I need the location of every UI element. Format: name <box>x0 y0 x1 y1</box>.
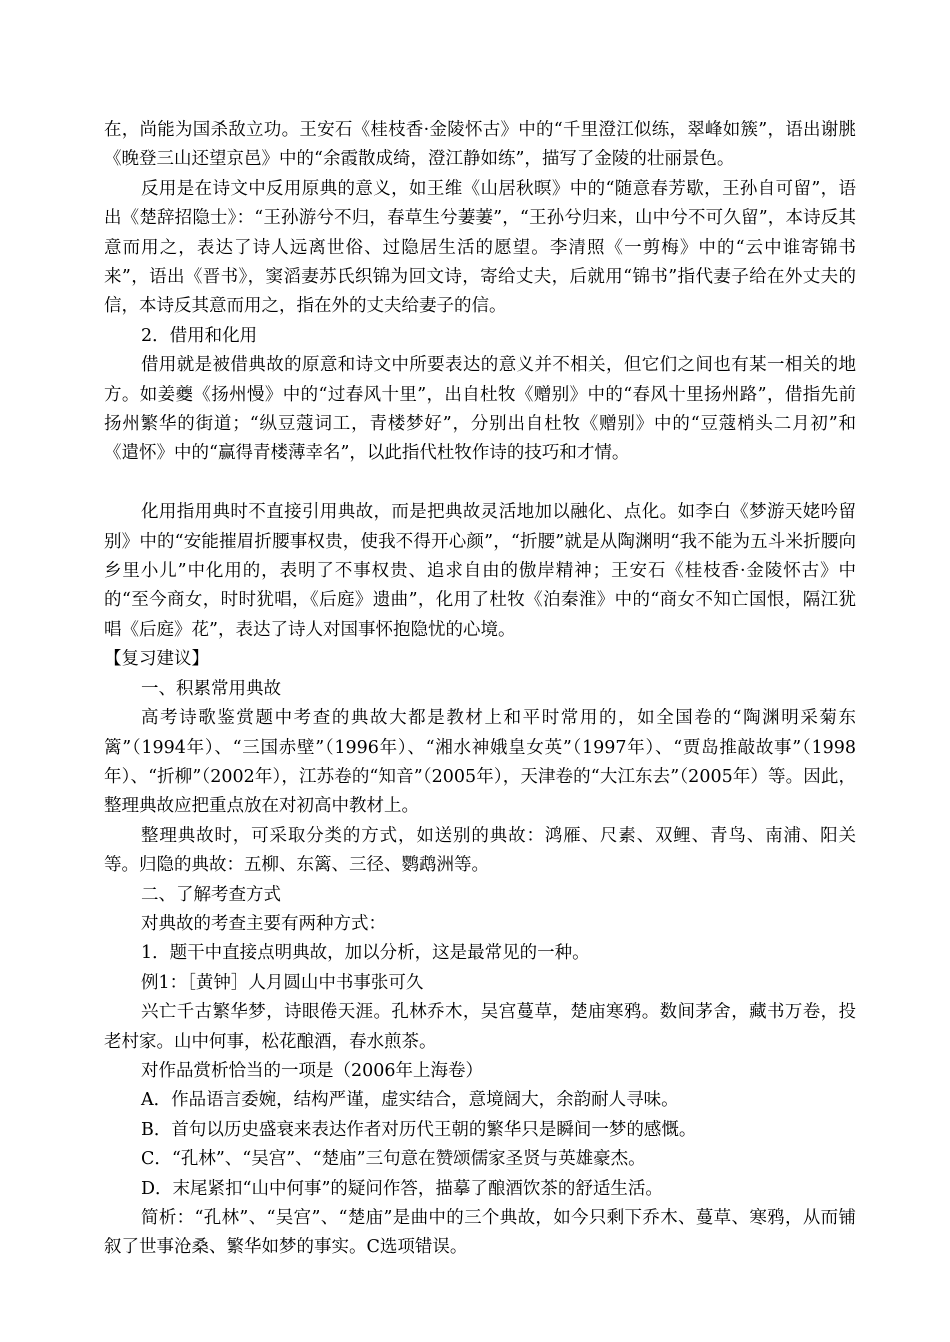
option-d: D．末尾紧扣“山中何事”的疑问作答，描摹了酿酒饮茶的舒适生活。 <box>141 1178 663 1199</box>
blank-line <box>104 469 856 498</box>
option-b: B．首句以历史盛衰来表达作者对历代王朝的繁华只是瞬间一梦的感慨。 <box>141 1119 697 1140</box>
example-title: 例1：［黄钟］人月圆山中书事张可久 <box>141 972 424 993</box>
option-c: C．“孔林”、“吴宫”、“楚庙”三句意在赞颂儒家圣贤与英雄豪杰。 <box>141 1149 646 1170</box>
paragraph-adaptation: 化用指用典时不直接引用典故，而是把典故灵活地加以融化、点化。如李白《梦游天姥吟留别》中的“安能摧眉折腰事权贵，使我不得开心颜”，“折腰”就是从陶渊明“我不能为五斗米折腰向乡里小儿”中化用的，表明了不事权贵、追求自由的傲岸精神；王安石《桂枝香·金陵怀古》中的“至今商女，时时犹唱，《后庭》遗曲”，化用了杜牧《泊秦淮》中的“商女不知亡国恨，隔江犹唱《后庭》花”，表达了诗人对国事怀抱隐忧的心境。 <box>104 502 856 640</box>
section-title-review-advice: 【复习建议】 <box>104 649 209 670</box>
paragraph-allusion-direct-continued: 在，尚能为国杀敌立功。王安石《桂枝香·金陵怀古》中的“千里澄江似练，翠峰如簇”，语出谢朓《晚登三山还望京邑》中的“余霞散成绮，澄江静如练”，描写了金陵的壮丽景色。 <box>104 120 856 170</box>
heading-borrow-and-adapt: 2．借用和化用 <box>141 325 258 346</box>
paragraph-analysis: 简析：“孔林”、“吴宫”、“楚庙”是曲中的三个典故，如今只剩下乔木、蔓草、寒鸦，从而铺叙了世事沧桑、繁华如梦的事实。C选项错误。 <box>104 1208 856 1258</box>
paragraph-two-methods: 对典故的考查主要有两种方式： <box>141 913 386 934</box>
paragraph-classify-allusions: 整理典故时，可采取分类的方式，如送别的典故：鸿雁、尺素、双鲤、青鸟、南浦、阳关等。归隐的典故：五柳、东篱、三径、鹦鹉洲等。 <box>104 825 856 876</box>
question-stem: 对作品赏析恰当的一项是（2006年上海卷） <box>141 1060 484 1081</box>
option-a: A．作品语言委婉，结构严谨，虚实结合，意境阔大，余韵耐人寻味。 <box>141 1090 679 1111</box>
paragraph-method-one: 1．题干中直接点明典故，加以分析，这是最常见的一种。 <box>141 943 590 964</box>
heading-exam-methods: 二、了解考查方式 <box>141 884 281 905</box>
paragraph-exam-allusions: 高考诗歌鉴赏题中考查的典故大都是教材上和平时常用的，如全国卷的“陶渊明采菊东篱”（1994年）、“三国赤壁”（1996年）、“湘水神娥皇女英”（1997年）、“贾岛推敲故事”（1998年）、“折柳”（2002年），江苏卷的“知音”（2005年），天津卷的“大江东去”（2005年）等。因此，整理典故应把重点放在对初高中教材上。 <box>104 708 856 817</box>
paragraph-borrowing: 借用就是被借典故的原意和诗文中所要表达的意义并不相关，但它们之间也有某一相关的地方。如姜夔《扬州慢》中的“过春风十里”，出自杜牧《赠别》中的“春风十里扬州路”，借指先前扬州繁华的街道；“纵豆蔻词工，青楼梦好”，分别出自杜牧《赠别》中的“豆蔻梢头二月初”和《遣怀》中的“赢得青楼薄幸名”，以此指代杜牧作诗的技巧和才情。 <box>104 355 856 464</box>
paragraph-reverse-use: 反用是在诗文中反用原典的意义，如王维《山居秋暝》中的“随意春芳歇，王孙自可留”，语出《楚辞招隐士》：“王孙游兮不归，春草生兮萋萋”，“王孙兮归来，山中兮不可久留”，本诗反其意而用之，表达了诗人远离世俗、过隐居生活的愿望。李清照《一剪梅》中的“云中谁寄锦书来”，语出《晋书》，窦滔妻苏氏织锦为回文诗，寄给丈夫，后就用“锦书”指代妻子给在外丈夫的信，本诗反其意而用之，指在外的丈夫给妻子的信。 <box>104 178 856 317</box>
heading-accumulate-allusions: 一、积累常用典故 <box>141 678 281 699</box>
example-poem-text: 兴亡千古繁华梦，诗眼倦天涯。孔林乔木，吴宫蔓草，楚庙寒鸦。数间茅舍，藏书万卷，投老村家。山中何事，松花酿酒，春水煎茶。 <box>104 1002 856 1052</box>
document-body <box>104 116 856 1263</box>
